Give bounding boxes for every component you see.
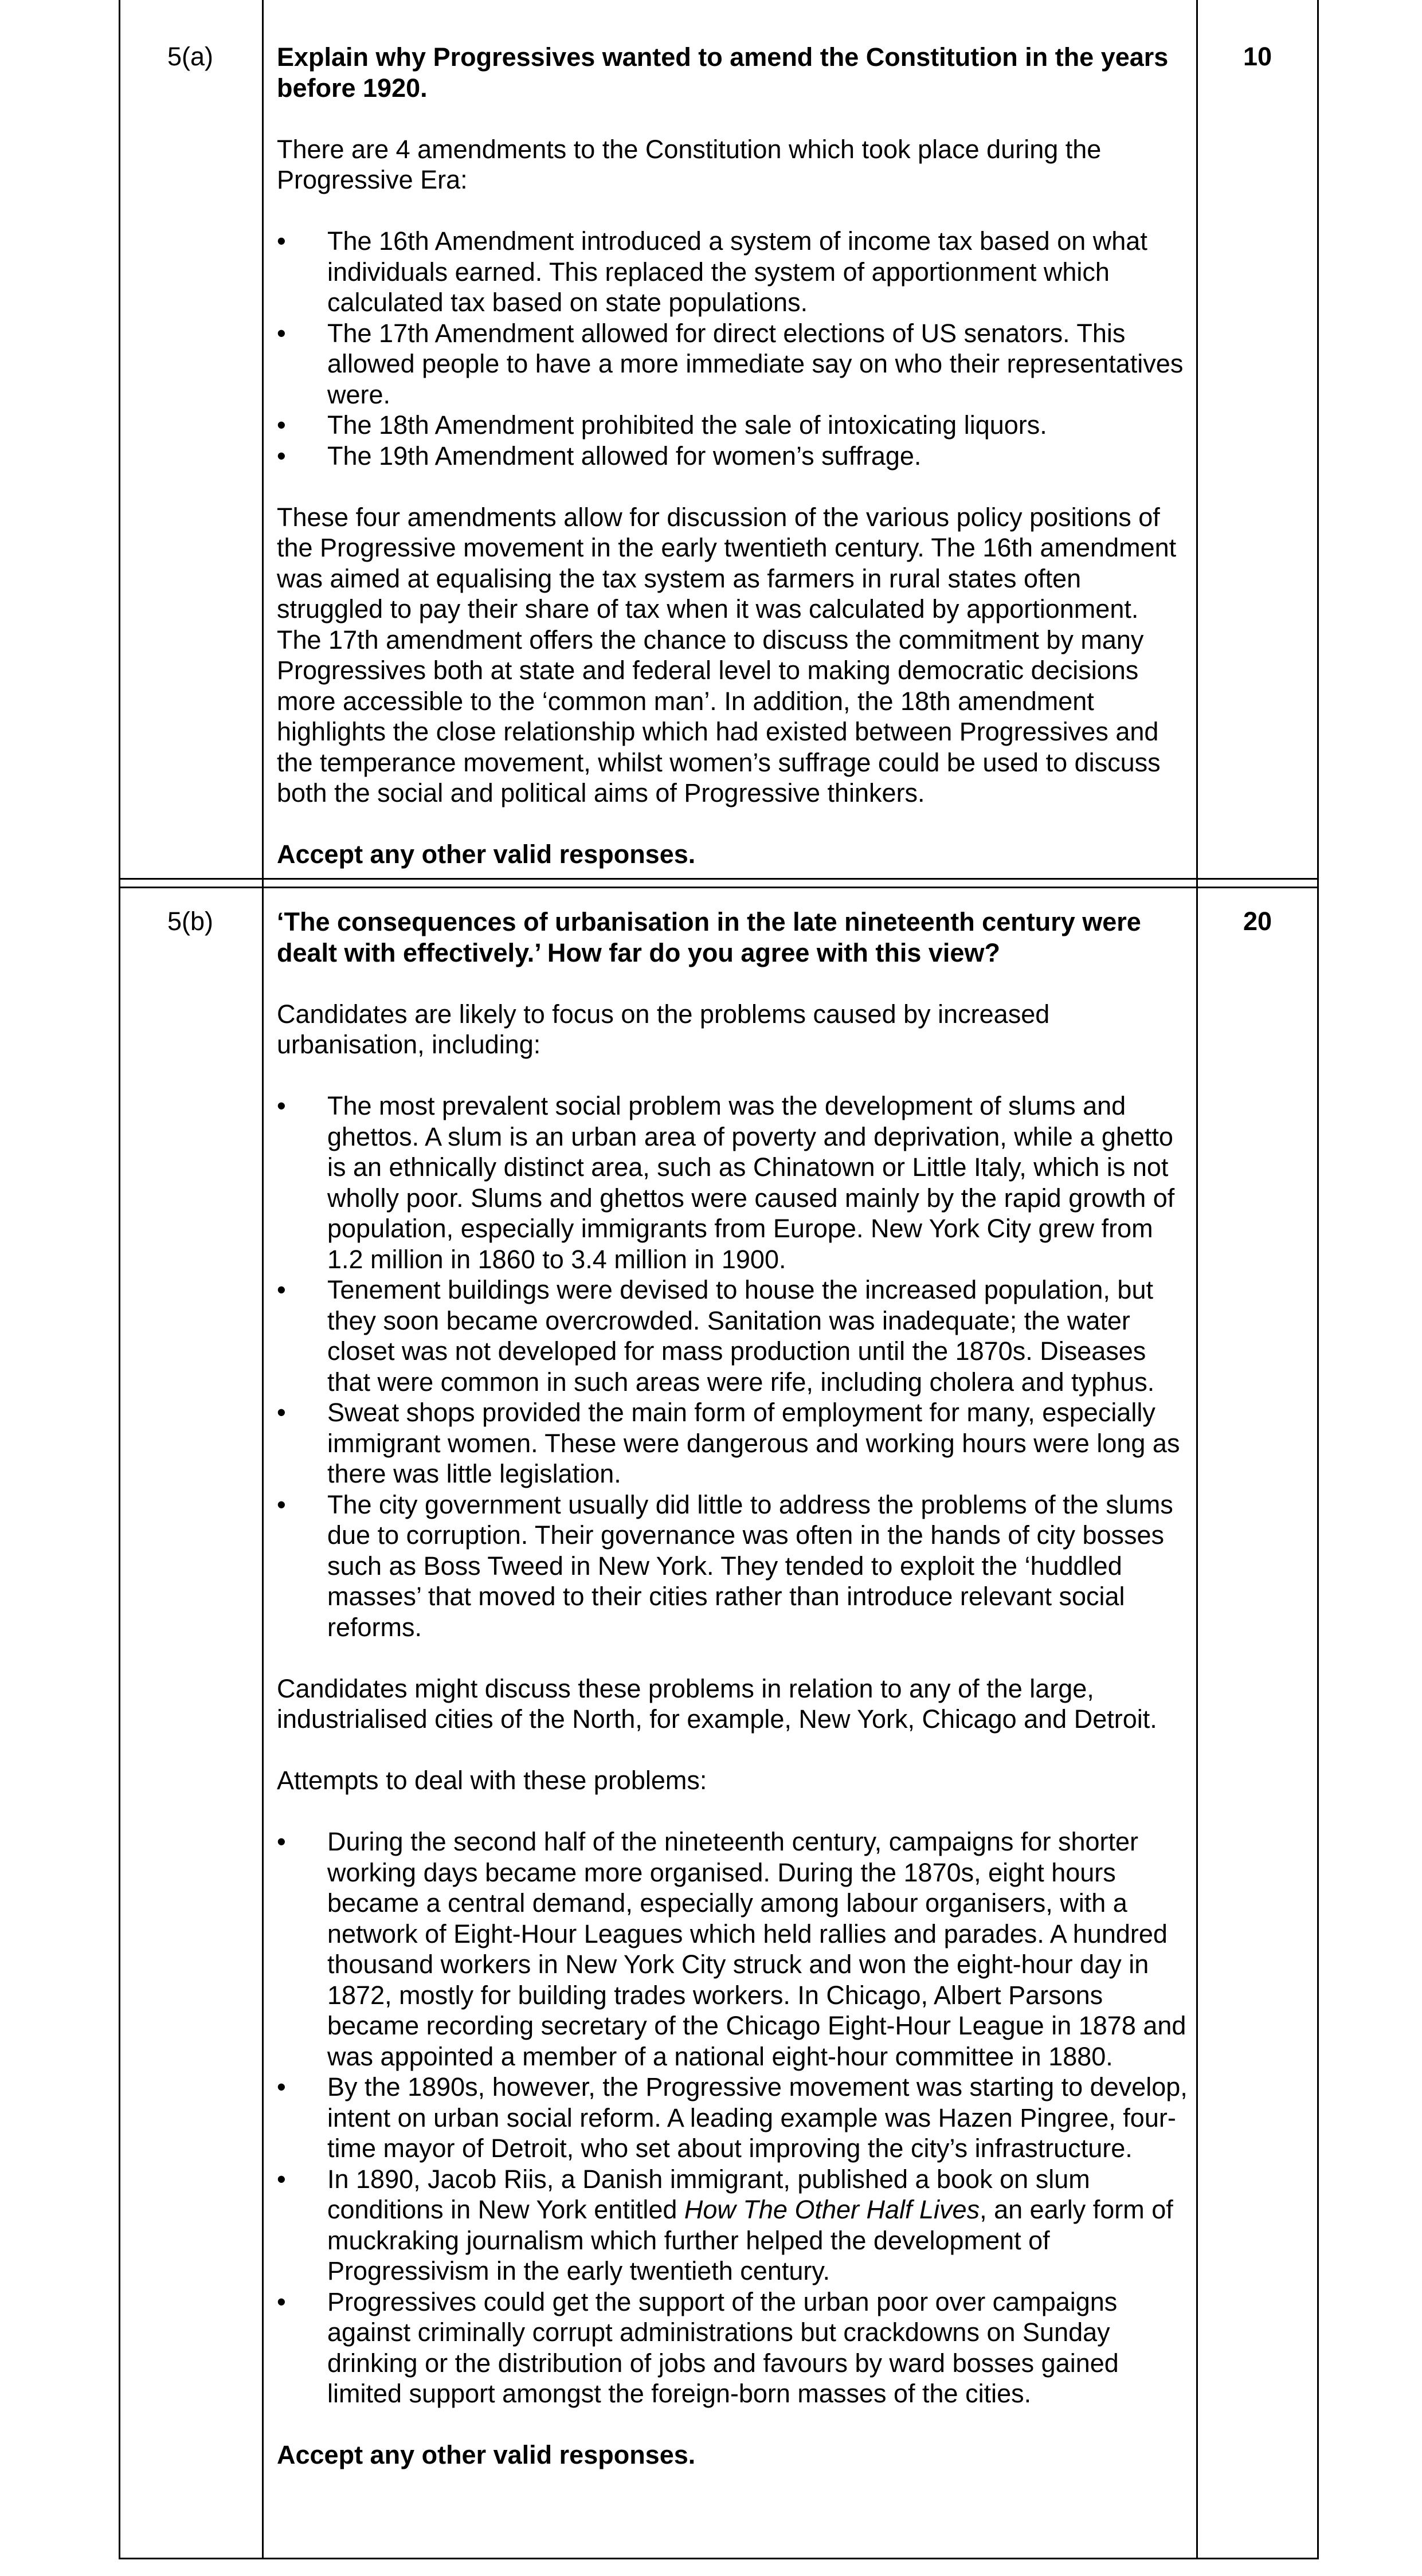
discussion-paragraph-5a: These four amendments allow for discussion of the various policy positions of the Progressive movement in the early twentieth century. The 16th amendment was aimed at equalising the tax system as farmers in rural states often struggled to pay their share of tax when it was calculated by apportionment. The 17th amendment offers the chance to discuss the commitment by many Progressives both at state and federal level to making democratic decisions more accessible to the ‘common man’. In addition, the 18th amendment highlights the close relationship which had existed between Progressives and the temperance movement, whilst women’s suffrage could be used to discuss both the social and political aims of Progressive thinkers. (277, 502, 1177, 807)
question-number-5b: 5(b) (167, 907, 214, 936)
bullet-icon: • (277, 2287, 286, 2316)
answer-content-5a (277, 42, 1188, 870)
marks-5b: 20 (1243, 907, 1272, 936)
bullet-icon: • (277, 2072, 286, 2101)
question-text-5a: Explain why Progressives wanted to amend the Constitution in the years before 1920. (277, 42, 1169, 103)
marks-5a: 10 (1243, 42, 1272, 71)
bullet-icon: • (277, 1091, 286, 1120)
bullet-icon: • (277, 1489, 286, 1519)
list-item: • By the 1890s, however, the Progressive movement was starting to develop, intent on urban social reform. A leading example was Hazen Pingree, four-time mayor of Detroit, who set about improving the city’s infrastructure. (277, 2072, 1188, 2163)
accept-note-5a: Accept any other valid responses. (277, 840, 696, 869)
list-item: • Progressives could get the support of the urban poor over campaigns against criminally corrupt administrations but crackdowns on Sunday drinking or the distribution of jobs and favours by ward bosses gained limited support amongst the foreign-born masses of the cities. (277, 2287, 1119, 2408)
question-number-5a: 5(a) (167, 42, 214, 71)
row-divider-top (119, 878, 1319, 880)
intro-text-5a: There are 4 amendments to the Constitution which took place during the Progressive Era: (277, 134, 1102, 194)
list-item: • The 19th Amendment allowed for women’s suffrage. (277, 441, 922, 470)
list-item: • The city government usually did little to address the problems of the slums due to corruption. Their governance was often in the hands of city bosses such as Boss Tweed in New York. They tended to exploit the ‘huddled masses’ that moved to their cities rather than introduce relevant social reforms. (277, 1489, 1173, 1642)
table-border-left (119, 0, 120, 2559)
list-item: • Tenement buildings were devised to house the increased population, but they soon became overcrowded. Sanitation was inadequate; the water closet was not developed for mass production until the 1870s. Diseases that were common in such areas were rife, including cholera and typhus. (277, 1275, 1155, 1397)
bullet-icon: • (277, 1275, 286, 1304)
mark-scheme-table (119, 0, 1319, 2559)
cities-paragraph: Candidates might discuss these problems in relation to any of the large, industrialised cities of the North, for example, New York, Chicago and Detroit. (277, 1673, 1157, 1734)
bullet-icon: • (277, 410, 286, 440)
book-title: How The Other Half Lives (684, 2195, 980, 2224)
table-border-right (1317, 0, 1319, 2559)
bullet-icon: • (277, 1398, 286, 1427)
list-item: • The 17th Amendment allowed for direct elections of US senators. This allowed people to have a more immediate say on who their representatives were. (277, 318, 1184, 409)
amendments-list (277, 226, 1188, 471)
bullet-icon: • (277, 441, 286, 470)
answer-content-5b (277, 907, 1188, 2471)
intro-text-5b: Candidates are likely to focus on the problems caused by increased urbanisation, including: (277, 999, 1050, 1059)
table-border-bottom (119, 2558, 1319, 2559)
problems-list (277, 1091, 1188, 1642)
row-divider-bottom (119, 887, 1319, 888)
accept-note-5b: Accept any other valid responses. (277, 2440, 696, 2469)
attempts-heading: Attempts to deal with these problems: (277, 1766, 707, 1795)
column-divider-question (262, 0, 264, 2559)
attempts-list (277, 1826, 1188, 2409)
list-item: • The 16th Amendment introduced a system of income tax based on what individuals earned. This replaced the system of apportionment which calculated tax based on state populations. (277, 226, 1147, 317)
list-item: • During the second half of the nineteenth century, campaigns for shorter working days became more organised. During the 1870s, eight hours became a central demand, especially among labour organisers, with a network of Eight-Hour Leagues which held rallies and parades. A hundred thousand workers in New York City struck and won the eight-hour day in 1872, mostly for building trades workers. In Chicago, Albert Parsons became recording secretary of the Chicago Eight-Hour League in 1878 and was appointed a member of a national eight-hour committee in 1880. (277, 1827, 1186, 2071)
bullet-icon: • (277, 226, 286, 256)
list-item: • In 1890, Jacob Riis, a Danish immigrant, published a book on slum conditions in New York entitled How The Other Half Lives, an early form of muckraking journalism which further helped the development of Progressivism in the early twentieth century. (277, 2164, 1173, 2285)
question-text-5b: ‘The consequences of urbanisation in the late nineteenth century were dealt with effectively.’ How far do you agree with this view? (277, 907, 1141, 967)
column-divider-marks (1196, 0, 1198, 2559)
list-item: • The 18th Amendment prohibited the sale of intoxicating liquors. (277, 410, 1047, 440)
bullet-icon: • (277, 318, 286, 348)
list-item: • The most prevalent social problem was the development of slums and ghettos. A slum is an urban area of poverty and deprivation, while a ghetto is an ethnically distinct area, such as Chinatown or Little Italy, which is not wholly poor. Slums and ghettos were caused mainly by the rapid growth of population, especially immigrants from Europe. New York City grew from 1.2 million in 1860 to 3.4 million in 1900. (277, 1091, 1175, 1274)
list-item: • Sweat shops provided the main form of employment for many, especially immigrant women. These were dangerous and working hours were long as there was little legislation. (277, 1398, 1180, 1488)
bullet-icon: • (277, 1827, 286, 1856)
bullet-icon: • (277, 2164, 286, 2194)
